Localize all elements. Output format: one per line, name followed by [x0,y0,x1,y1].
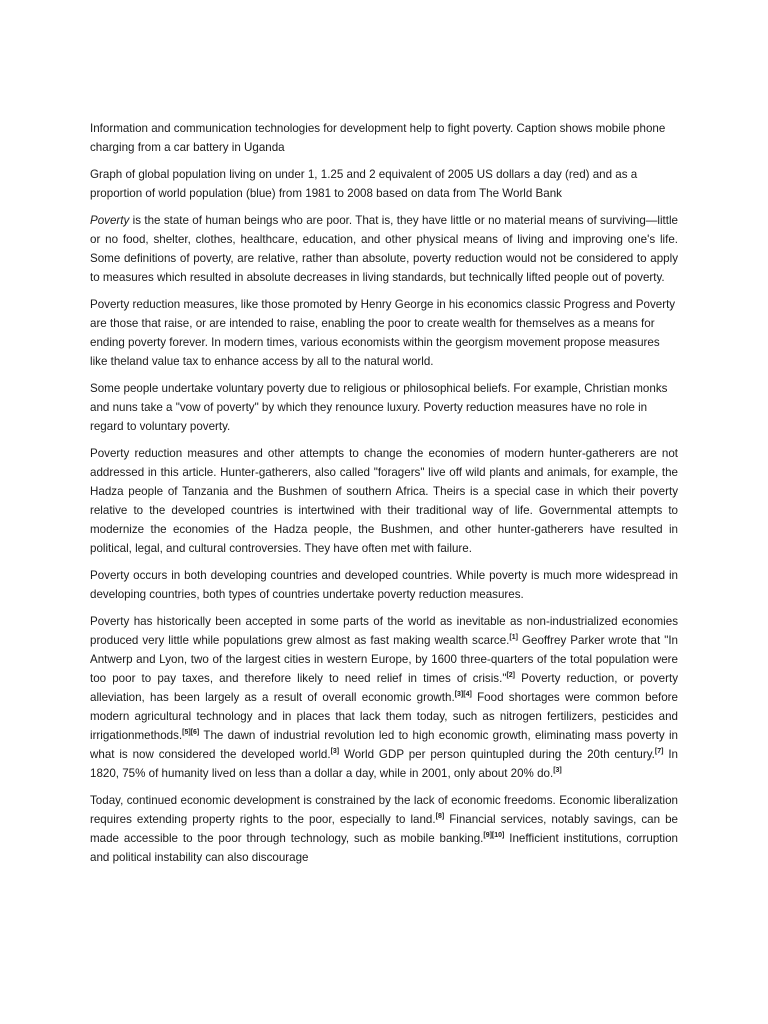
citation-ref[interactable]: [3][4] [454,691,472,698]
poverty-term: Poverty [90,214,130,227]
citation-ref[interactable]: [8] [435,813,445,820]
history-text-6: World GDP per person quintupled during the 20th century. [339,748,655,761]
history-text-7: In 1820, 75% of humanity lived on less than a dollar a day, while in 2001, only about 20% do. [90,748,678,780]
history-text-2: Geoffrey Parker wrote that "In Antwerp and Lyon, two of the largest cities in western Europe, by 1600 three-quarters of the total population were too poor to pay taxes, and therefore likely to need relief in times of crisis." [90,634,678,685]
document-page [90,119,678,875]
poverty-definition-paragraph [90,211,678,287]
citation-ref[interactable]: [9][10] [483,832,505,839]
citation-ref[interactable]: [2] [506,672,515,679]
history-text-3: Poverty reduction, or poverty alleviation, has been largely as a result of overall economic growth. [90,672,678,704]
freedoms-text-1: Today, continued economic development is constrained by the lack of economic freedoms. Economic liberalization requires extending property rights to the poor, especially to land. [90,794,678,826]
history-text-1: Poverty has historically been accepted in some parts of the world as inevitable as non-industrialized economies produced very little while populations grew almost as fast making wealth scarce. [90,615,678,647]
developing-countries-paragraph: Poverty occurs in both developing countries and developed countries. While poverty is much more widespread in developing countries, both types of countries undertake poverty reduction measures. [90,569,678,601]
caption-graph-paragraph: Graph of global population living on under 1, 1.25 and 2 equivalent of 2005 US dollars a day (red) and as a proportion of world population (blue) from 1981 to 2008 based on data from The World Bank [90,168,638,200]
caption-ict-paragraph: Information and communication technologies for development help to fight poverty. Caption shows mobile phone charging from a car battery in Uganda [90,122,666,154]
citation-ref[interactable]: [3] [330,748,340,755]
freedoms-text-2: Financial services, notably savings, can be made accessible to the poor through technology, such as mobile banking. [90,813,678,845]
freedoms-text-3: Inefficient institutions, corruption and political instability can also discourage [90,832,678,864]
voluntary-poverty-paragraph: Some people undertake voluntary poverty due to religious or philosophical beliefs. For example, Christian monks and nuns take a "vow of poverty" by which they renounce luxury. Poverty reduction measures have no role in regard to voluntary poverty. [90,382,668,433]
citation-ref[interactable]: [5][6] [182,729,200,736]
citation-ref[interactable]: [3] [553,767,562,774]
history-text-4: Food shortages were common before modern agricultural technology and in places that lack them today, such as nitrogen fertilizers, pesticides and irrigationmethods. [90,691,678,742]
history-paragraph [90,612,678,783]
poverty-definition-text: is the state of human beings who are poor. That is, they have little or no material means of surviving—little or no food, shelter, clothes, healthcare, education, and other physical means of living and improving one's life. Some definitions of poverty, are relative, rather than absolute, poverty reduction would not be considered to apply to measures which resulted in absolute decreases in living standards, but technically lifted people out of poverty. [90,214,678,284]
history-text-5: The dawn of industrial revolution led to high economic growth, eliminating mass poverty in what is now considered the developed world. [90,729,678,761]
citation-ref[interactable]: [1] [509,634,518,641]
economic-freedoms-paragraph [90,791,678,867]
citation-ref[interactable]: [7] [654,748,664,755]
poverty-reduction-measures-paragraph: Poverty reduction measures, like those promoted by Henry George in his economics classic Progress and Poverty are those that raise, or are intended to raise, enabling the poor to create wealth for themselves as a means for ending poverty forever. In modern times, various economists within the georgism movement propose measures like theland value tax to enhance access by all to the natural world. [90,298,676,368]
hunter-gatherers-paragraph: Poverty reduction measures and other attempts to change the economies of modern hunter-gatherers are not addressed in this article. Hunter-gatherers, also called "foragers" live off wild plants and animals, for example, the Hadza people of Tanzania and the Bushmen of southern Africa. Theirs is a special case in which their poverty relative to the developed countries is intertwined with their traditional way of life. Governmental attempts to modernize the economies of the Hadza people, the Bushmen, and other hunter-gatherers have resulted in political, legal, and cultural controversies. They have often met with failure. [90,447,678,555]
